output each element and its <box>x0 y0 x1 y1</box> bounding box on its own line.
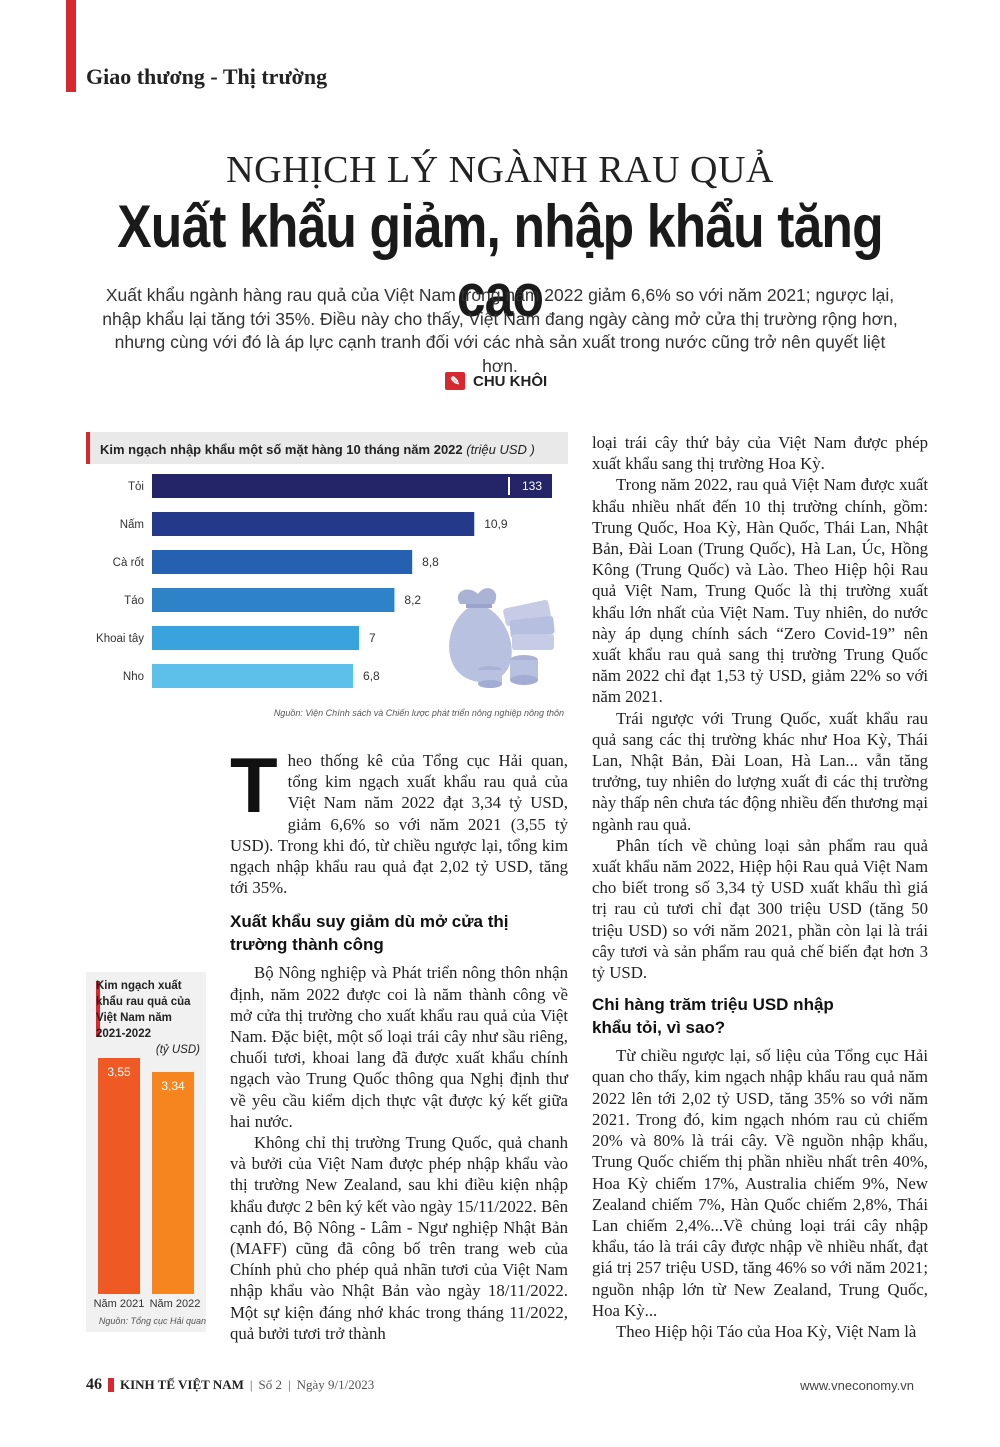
import-chart-source: Nguồn: Viện Chính sách và Chiến lược phát triển nông nghiệp nông thôn <box>273 708 564 718</box>
bar <box>152 626 359 650</box>
section-accent-bar <box>66 0 76 92</box>
bar-category-label: Cà rốt <box>112 557 144 569</box>
article-intro <box>230 741 568 898</box>
bar <box>152 1072 194 1294</box>
footer-separator: | <box>288 1377 291 1392</box>
bar-category-label: Táo <box>124 595 144 607</box>
bar-category-label: Năm 2021 <box>93 1298 145 1308</box>
page-number: 46 <box>86 1376 102 1393</box>
bar <box>152 550 412 574</box>
import-chart-title-text: Kim ngạch nhập khẩu một số mặt hàng 10 tháng năm 2022 <box>100 442 463 457</box>
section-label: Giao thương - Thị trường <box>86 64 328 89</box>
issue-date: Ngày 9/1/2023 <box>296 1377 375 1392</box>
paragraph-6: Phân tích về chủng loại sản phẩm rau quả xuất khẩu năm 2022, Hiệp hội Rau quả Việt Nam cho biết trong số 3,34 tỷ USD xuất khẩu thì giá trị rau củ tươi chỉ đạt 300 triệu USD (tăng 50 triệu USD) so với năm 2021, phần còn lại là trái cây tươi và sản phẩm rau quả chế biến đạt hơn 3 tỷ USD. <box>592 835 928 983</box>
magazine-brand: KINH TẾ VIỆT NAM <box>120 1377 244 1392</box>
bar-category-label: Khoai tây <box>96 633 144 645</box>
subheading-2: Chi hàng trăm triệu USD nhập khẩu tỏi, vì sao? <box>592 995 834 1038</box>
footer-left <box>86 1376 374 1394</box>
author-name: CHU KHÔI <box>473 372 548 390</box>
intro-text: heo thống kê của Tổng cục Hải quan, tổng kim ngạch xuất khẩu rau quả của Việt Nam năm 2022 đạt 3,34 tỷ USD, giảm 6,6% so với năm 2021 (3,55 tỷ USD). Trong khi đó, từ chiều ngược lại, tổng kim ngạch nhập khẩu rau quả đạt 2,02 tỷ USD, tăng tới 35%. <box>230 751 568 898</box>
paragraph-8: Theo Hiệp hội Táo của Hoa Kỳ, Việt Nam là <box>616 1321 917 1341</box>
export-chart-title-text: Kim ngạch xuất khẩu rau quả của Việt Nam năm 2021-2022 <box>96 980 191 1040</box>
issue-number: Số 2 <box>258 1377 282 1392</box>
footer-accent <box>108 1378 114 1392</box>
bar-value-label: 3,34 <box>161 1078 185 1093</box>
bar-value-label: 7 <box>368 631 376 645</box>
import-chart-title <box>86 432 568 464</box>
export-chart <box>86 972 206 1332</box>
import-chart <box>86 432 568 724</box>
bar <box>98 1058 140 1294</box>
bar-category-label: Nho <box>122 671 144 683</box>
bar-value-label: 133 <box>521 479 543 493</box>
article-headline: Xuất khẩu giảm, nhập khẩu tăng cao <box>117 193 883 329</box>
subheading-1: Xuất khẩu suy giảm dù mở cửa thị trường thành công <box>230 912 509 955</box>
paragraph-4: Trong năm 2022, rau quả Việt Nam được xuất khẩu nhiều nhất đến 10 thị trường chính, gồm: Trung Quốc, Hoa Kỳ, Hàn Quốc, Thái Lan, Nhật Bản, Đài Loan (Trung Quốc), Hà Lan, Úc, Hồng Kông (Trung Quốc) và Lào. Theo Hiệp hội Rau quả Việt Nam, Trung Quốc là thị trường xuất khẩu lớn nhất của Việt Nam. Tuy nhiên, do nước này áp dụng chính sách “Zero Covid-19” nên xuất khẩu rau quả sang thị trường Trung Quốc năm 2022 chỉ đạt 1,53 tỷ USD, giảm 22% so với năm 2021. <box>592 475 928 707</box>
bar-category-label: Nấm <box>119 519 144 531</box>
article-column-2 <box>592 432 928 1342</box>
export-chart-unit: (tỷ USD) <box>155 1044 200 1056</box>
article-column-1 <box>230 741 568 1344</box>
article-kicker: NGHỊCH LÝ NGÀNH RAU QUẢ <box>226 149 774 191</box>
paragraph-5: Trái ngược với Trung Quốc, xuất khẩu rau quả sang các thị trường khác như Hoa Kỳ, Thái Lan, Nhật Bản, Đài Loan, Hà Lan... vẫn tăng trưởng, tuy nhiên do lượng xuất đi các thị trường này thấp nên chưa tác động nhiều đến thương mại ngành rau quả. <box>592 708 928 834</box>
bar-value-label: 6,8 <box>363 669 380 683</box>
paragraph-2: Không chỉ thị trường Trung Quốc, quả chanh và bưởi của Việt Nam được phép nhập khẩu vào thị trường New Zealand, sau khi điều kiện nhập khẩu được 2 bên ký kết vào ngày 15/11/2022. Bên cạnh đó, Bộ Nông - Lâm - Ngư nghiệp Nhật Bản (MAFF) cũng đã công bố trên trang web của Chính phủ cho phép quả nhãn tươi của Việt Nam nhập khẩu vào Nhật Bản vào ngày 18/11/2022. Một sự kiện đáng nhớ khác trong tháng 11/2022, quả bưởi tươi trở thành <box>230 1133 568 1343</box>
bar <box>152 512 474 536</box>
bar-break-mark <box>508 477 510 495</box>
paragraph-3: loại trái cây thứ bảy của Việt Nam được phép xuất khẩu sang thị trường Hoa Kỳ. <box>592 433 928 474</box>
dropcap: T <box>230 741 278 829</box>
bar-value-label: 8,8 <box>422 555 439 569</box>
import-chart-plot <box>86 466 568 716</box>
bar-category-label: Tỏi <box>128 481 144 493</box>
author-byline <box>445 372 547 390</box>
article-lead: Xuất khẩu ngành hàng rau quả của Việt Nam trong năm 2022 giảm 6,6% so với năm 2021; ngược lại, nhập khẩu lại tăng tới 35%. Điều này cho thấy, Việt Nam đang ngày càng mở cửa thị trường rộng hơn, nhưng cùng với đó là áp lực cạnh tranh đối với các nhà sản xuất trong nước cũng trở nên quyết liệt hơn. <box>102 285 898 376</box>
bar-value-label: 8,2 <box>404 593 422 607</box>
import-chart-unit: (triệu USD ) <box>466 442 535 457</box>
bar-category-label: Năm 2022 <box>149 1298 201 1308</box>
bar <box>152 664 353 688</box>
pen-icon: ✎ <box>445 372 465 390</box>
paragraph-1: Bộ Nông nghiệp và Phát triển nông thôn nhận định, năm 2022 được coi là năm thành công về mở cửa thị trường cho xuất khẩu rau quả của Việt Nam. Đặc biệt, một số loại trái cây như sầu riêng, chuối tươi, khoai lang đã được xuất khẩu chính ngạch vào Trung Quốc thông qua Nghị định thư về yêu cầu kiểm dịch thực vật được ký kết giữa hai nước. <box>230 963 568 1131</box>
paragraph-7: Từ chiều ngược lại, số liệu của Tổng cục Hải quan cho thấy, kim ngạch nhập khẩu rau quả năm 2022 lên tới 2,02 tỷ USD, tăng 35% so với năm 2021. Trong đó, kim ngạch nhóm rau củ chiếm 20% và 80% là trái cây. Về nguồn nhập khẩu, Trung Quốc chiếm thị phần nhiều nhất trên 40%, Hoa Kỳ chiếm 17%, Australia chiếm 9%, New Zealand chiếm 7%, Hàn Quốc chiếm 2,8%, Thái Lan chiếm 2,4%...Về chủng loại trái cây nhập khẩu, táo là trái cây được nhập về nhiều nhất, đạt giá trị 257 triệu USD, tăng 46% so với năm 2021; nguồn nhập lớn từ New Zealand, Trung Quốc, Hoa Kỳ... <box>592 1046 928 1320</box>
bar <box>152 474 552 498</box>
money-bag-coins-icon <box>449 588 555 688</box>
bar <box>152 588 394 612</box>
bar-value-label: 10,9 <box>484 517 508 531</box>
export-chart-source: Nguồn: Tổng cục Hải quan <box>98 1316 206 1326</box>
site-url[interactable]: www.vneconomy.vn <box>800 1378 914 1393</box>
footer-separator: | <box>249 1377 253 1392</box>
bar-value-label: 3,55 <box>107 1065 131 1079</box>
export-chart-plot <box>86 1008 206 1308</box>
